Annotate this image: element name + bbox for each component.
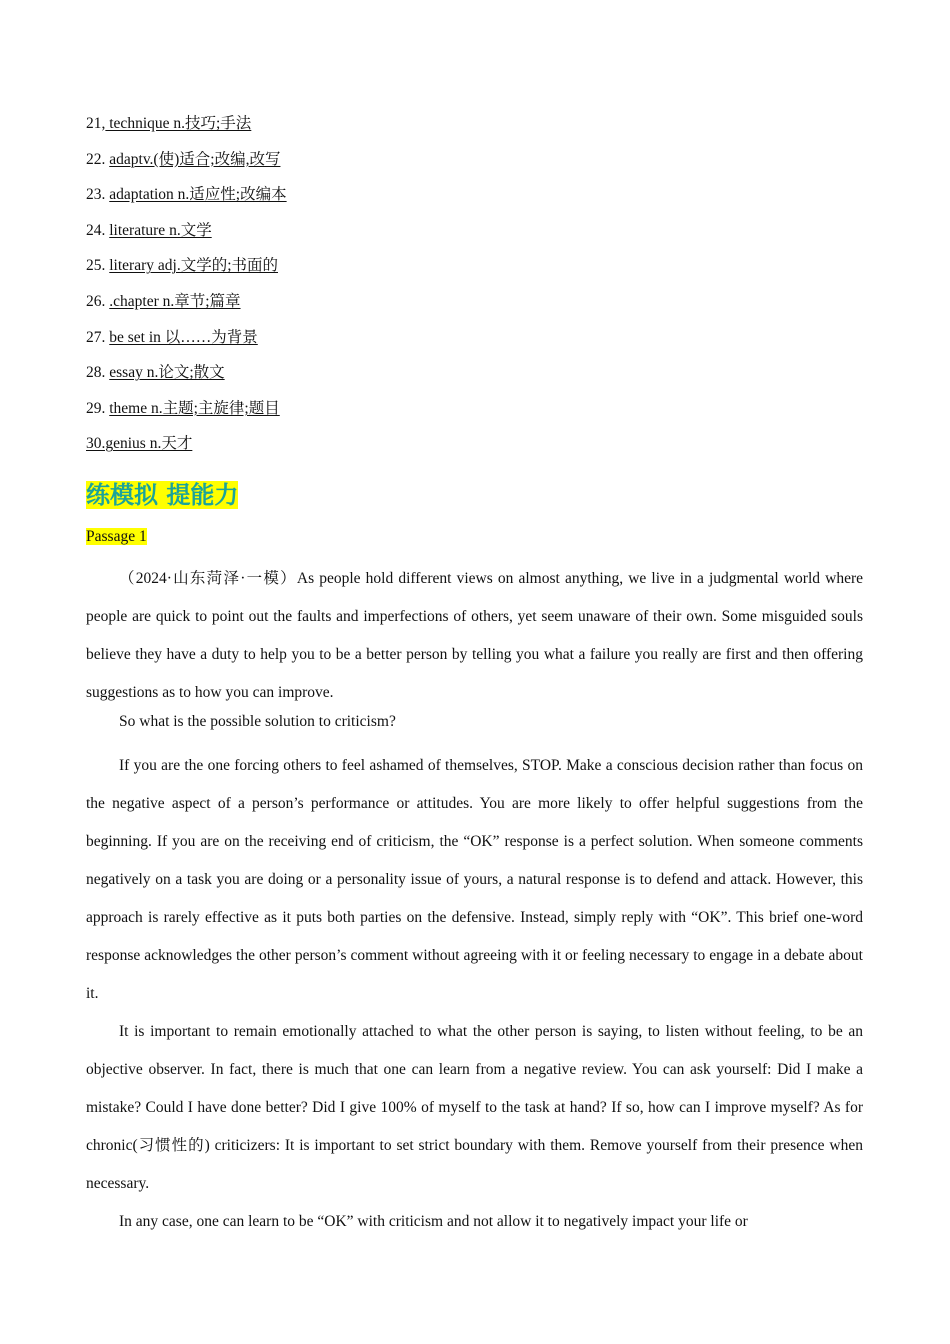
section-title: 练模拟 提能力 (86, 480, 239, 509)
vocab-item (86, 363, 863, 399)
vocab-item (86, 434, 863, 470)
vocab-term: 30.genius n.天才 (86, 435, 193, 453)
vocab-term: essay n.论文;散文 (109, 364, 225, 382)
vocab-term: adaptation n.适应性;改编本 (109, 186, 287, 204)
vocab-term: adaptv.(使)适合;改编,改写 (109, 150, 281, 168)
vocab-item (86, 256, 863, 292)
vocab-item (86, 221, 863, 257)
vocab-item (86, 150, 863, 186)
vocab-term: .chapter n.章节;篇章 (109, 292, 241, 310)
passage-label-text: Passage 1 (86, 527, 147, 545)
vocab-item (86, 114, 863, 150)
vocab-item (86, 292, 863, 328)
document-page (86, 114, 863, 1241)
section-heading (86, 480, 863, 524)
vocab-term: technique n.技巧;手法 (105, 115, 252, 132)
vocab-number: 28. (86, 364, 106, 382)
vocab-number: 24. (86, 221, 106, 239)
vocab-term: literary adj.文学的;书面的 (109, 257, 278, 275)
vocab-term: literature n.文学 (109, 221, 212, 239)
vocabulary-list (86, 114, 863, 470)
vocab-number: 23. (86, 186, 106, 204)
vocab-number: 29. (86, 399, 106, 417)
paragraph-5: In any case, one can learn to be “OK” with criticism and not allow it to negatively impact your life or (119, 1212, 748, 1230)
vocab-item (86, 328, 863, 364)
vocab-number: 25. (86, 257, 106, 275)
paragraph-1: （2024·山东菏泽·一模）As people hold different views on almost anything, we live in a judgmental world where people are quick to point out the faults and imperfections of others, yet seem unaware of their own. Some misguided souls believe they have a duty to help you to be a better person by telling you what a failure you really are first and then offering suggestions as to how you can improve. (86, 569, 863, 701)
vocab-number: 27. (86, 328, 106, 346)
vocab-term: theme n.主题;主旋律;题目 (109, 399, 280, 417)
vocab-number: 22. (86, 150, 106, 168)
vocab-item (86, 185, 863, 221)
paragraph-2: So what is the possible solution to criticism? (119, 712, 396, 730)
vocab-number: 26. (86, 292, 106, 310)
paragraph-4: It is important to remain emotionally attached to what the other person is saying, to listen without feeling, to be an objective observer. In fact, there is much that one can learn from a negative review. You can ask yourself: Did I make a mistake? Could I have done better? Did I give 100% of myself to the task at hand? If so, how can I improve myself? As for chronic(习惯性的) criticizers: It is important to set strict boundary with them. Remove yourself from their presence when necessary. (86, 1022, 863, 1192)
passage-label (86, 528, 863, 560)
vocab-number: 21, (86, 115, 106, 132)
paragraph-3: If you are the one forcing others to feel ashamed of themselves, STOP. Make a conscious decision rather than focus on the negative aspect of a person’s performance or attitudes. You are more likely to offer helpful suggestions from the beginning. If you are on the receiving end of criticism, the “OK” response is a perfect solution. When someone comments negatively on a task you are doing or a personality issue of yours, a natural response is to defend and attack. However, this approach is rarely effective as it puts both parties on the defensive. Instead, simply reply with “OK”. This brief one-word response acknowledges the other person’s comment without agreeing with it or feeling necessary to engage in a debate about it. (86, 756, 863, 1002)
vocab-term: be set in 以……为背景 (109, 328, 258, 346)
vocab-item (86, 399, 863, 435)
